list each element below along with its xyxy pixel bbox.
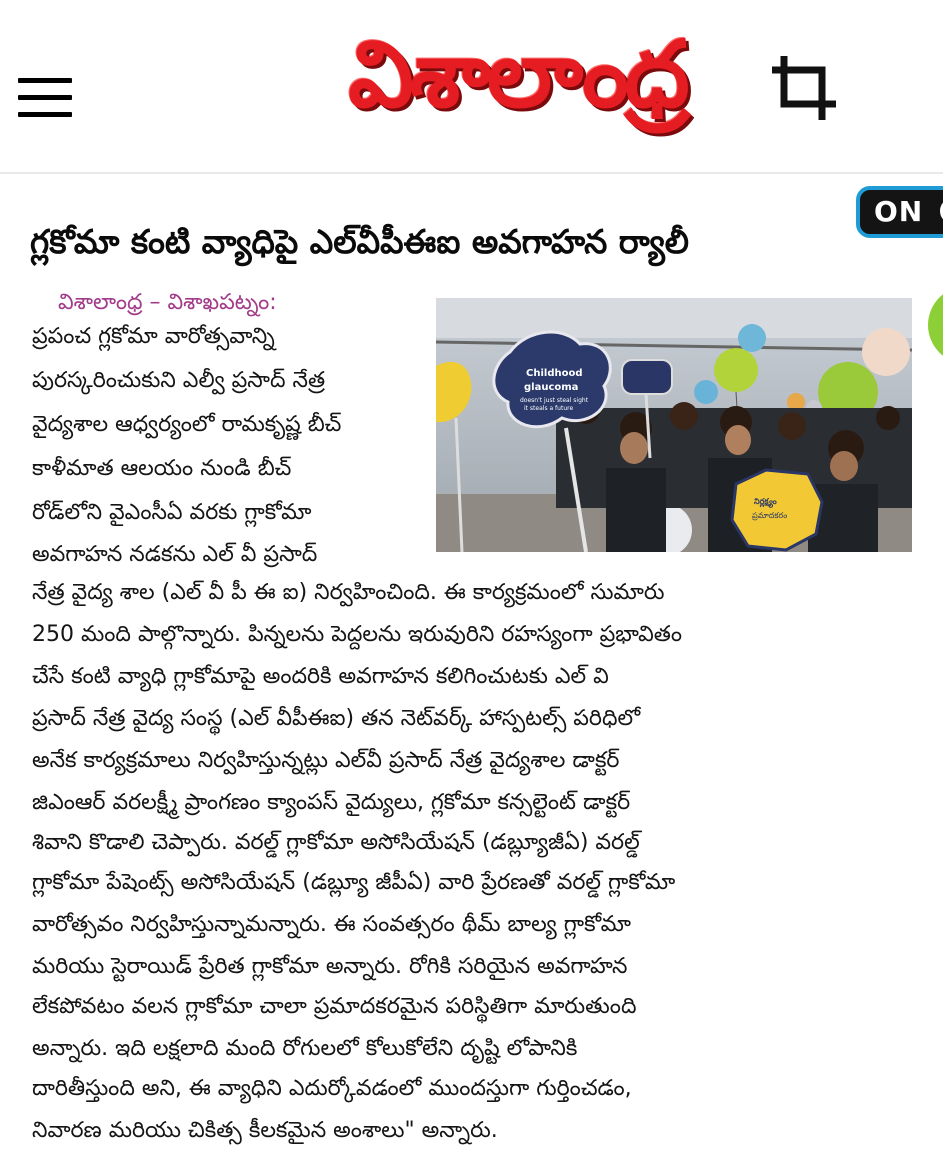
article-photo[interactable]: [436, 298, 912, 552]
balloon-icon: [738, 324, 766, 352]
body-line: నివారణ మరియు చికిత్స కీలకమైన అంశాలు" అన్నారు.: [32, 1118, 498, 1143]
body-line: జిఎంఆర్ వరలక్ష్మీ ప్రాంగణం క్యాంపస్ వైద్యులు, గ్లకోమా కన్సల్టెంట్ డాక్టర్: [32, 790, 631, 815]
svg-text:ప్రమాదకరం: ప్రమాదకరం: [752, 511, 788, 520]
body-line: ప్రపంచ గ్లకోమా వారోత్సవాన్ని: [32, 324, 275, 349]
body-line: కాళీమాత ఆలయం నుండి బీచ్: [32, 456, 292, 481]
body-line: 250 మంది పాల్గొన్నారు. పిన్నలను పెద్దలను ఇరువురిని రహస్యంగా ప్రభావితం: [32, 622, 683, 647]
balloon-icon: [694, 380, 718, 404]
article-headline: గ్లకోమా కంటి వ్యాధిపై ఎల్‌వీపీఈఐ అవగాహన ర్యాలీ: [30, 222, 690, 261]
site-header: [0, 0, 943, 174]
svg-text:doesn't just steal sight: doesn't just steal sight: [520, 397, 589, 404]
body-line: వైద్యశాల ఆధ్వర్యంలో రామకృష్ణ బీచ్: [32, 412, 342, 437]
body-line: గ్లాకోమా పేషెంట్స్ అసోసియేషన్ (డబ్ల్యూ జీపీఏ) వారి ప్రేరణతో వరల్డ్ గ్లాకోమా: [32, 870, 676, 895]
site-logo[interactable]: విశాలాంధ్ర: [348, 19, 686, 128]
body-line: అనేక కార్యక్రమాలు నిర్వహిస్తున్నట్లు ఎల్‌వీ ప్రసాద్ నేత్ర వైద్యశాల డాక్టర్: [32, 748, 620, 773]
body-line: పురస్కరించుకుని ఎల్వీ ప్రసాద్ నేత్ర: [32, 368, 326, 393]
balloon-icon: [862, 328, 910, 376]
body-line: అవగాహన నడకను ఎల్ వీ ప్రసాద్: [32, 542, 318, 567]
body-line: శివాని కొడాలి చెప్పారు. వరల్డ్ గ్లాకోమా అసోసియేషన్ (డబ్ల్యూజీఏ) వరల్డ్: [32, 830, 640, 855]
balloon-icon: [714, 348, 758, 392]
body-line: దారితీస్తుంది అని, ఈ వ్యాధిని ఎదుర్కోవడంలో ముందస్తుగా గుర్తించడం,: [32, 1076, 632, 1101]
svg-text:నిర్లక్ష్యం: నిర్లక్ష్యం: [754, 497, 777, 506]
article-dateline: విశాలాంధ్ర – విశాఖపట్నం:: [58, 290, 277, 315]
on-badge-label: ON: [874, 195, 924, 228]
crop-icon[interactable]: [768, 52, 840, 124]
hamburger-menu-icon[interactable]: [18, 78, 72, 118]
side-tab[interactable]: [928, 286, 943, 364]
svg-text:glaucoma: glaucoma: [524, 382, 579, 393]
body-line: చేసే కంటి వ్యాధి గ్లాకోమాపై అందరికి అవగాహన కలిగించుటకు ఎల్ వి: [32, 664, 609, 689]
body-line: ప్రసాద్ నేత్ర వైద్య సంస్థ (ఎల్ వీపీఈఐ) తన నెట్‌వర్క్ హాస్పటల్స్ పరిధిలో: [32, 706, 641, 731]
body-line: వారోత్సవం నిర్వహిస్తున్నామన్నారు. ఈ సంవత్సరం థీమ్ బాల్య గ్లాకోమా: [32, 912, 631, 937]
body-line: మరియు స్టెరాయిడ్ ప్రేరిత గ్లాకోమా అన్నారు. రోగికి సరియైన అవగాహన: [32, 954, 628, 979]
svg-text:Childhood: Childhood: [526, 368, 583, 379]
body-line: రోడ్‌లోని వైఎంసీఏ వరకు గ్లాకోమా: [32, 500, 312, 525]
body-line: అన్నారు. ఇది లక్షలాది మంది రోగులలో కోలుకోలేని దృష్టి లోపానికి: [32, 1036, 578, 1061]
body-line: నేత్ర వైద్య శాల (ఎల్ వీ పీ ఈ ఐ) నిర్వహించింది. ఈ కార్యక్రమంలో సుమారు: [32, 580, 665, 605]
svg-text:it steals a future: it steals a future: [524, 405, 574, 412]
body-line: లేకపోవటం వలన గ్లాకోమా చాలా ప్రమాదకరమైన పరిస్థితిగా మారుతుంది: [32, 994, 637, 1019]
